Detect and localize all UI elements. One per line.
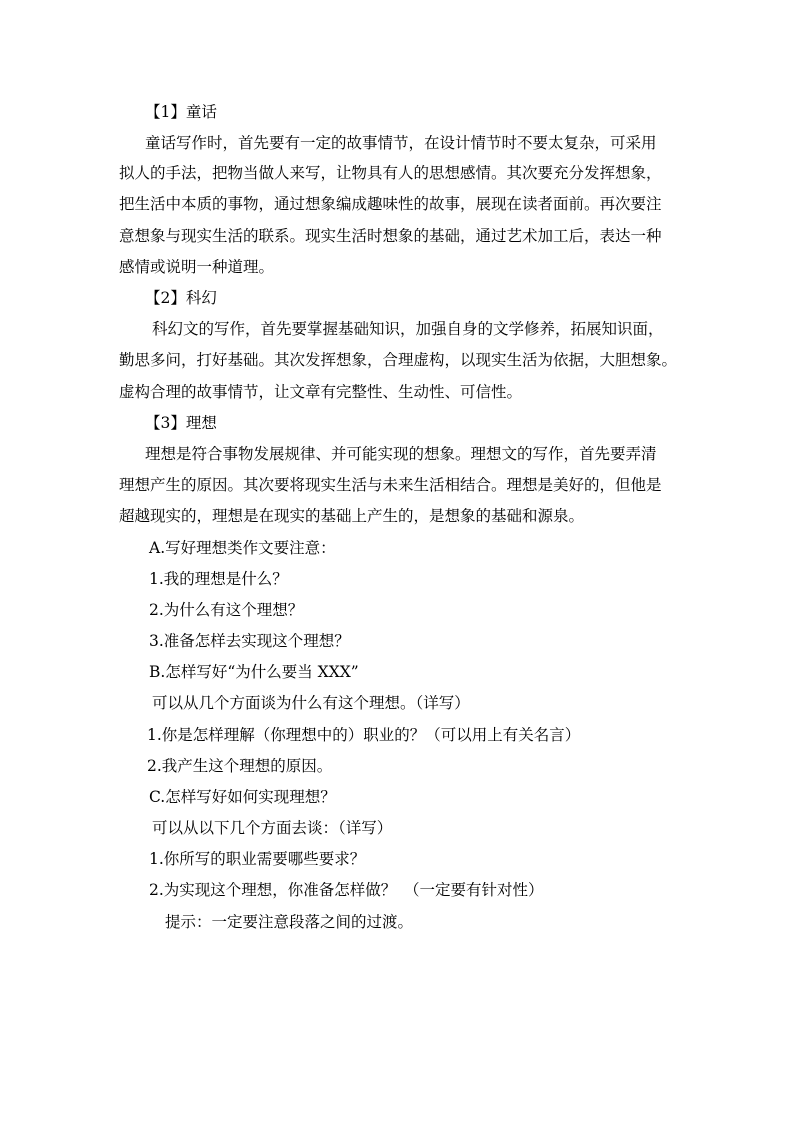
list-item: 2.为什么有这个理想？ bbox=[149, 601, 304, 619]
section-heading-ideal: 【3】理想 bbox=[145, 414, 217, 432]
tip-text: 提示：一定要注意段落之间的过渡。 bbox=[165, 913, 414, 931]
list-item: 1.我的理想是什么？ bbox=[149, 570, 288, 588]
paragraph-line: 把生活中本质的事物，通过想象编成趣味性的故事，展现在读者面前。再次要注 bbox=[119, 195, 662, 213]
list-item: 1.你是怎样理解（你理想中的）职业的？（可以用上有关名言） bbox=[147, 726, 581, 744]
section-heading-fairy-tale: 【1】童话 bbox=[145, 103, 217, 121]
section-heading-sci-fi: 【2】科幻 bbox=[145, 289, 217, 307]
paragraph-line: 勤思多问，打好基础。其次发挥想象，合理虚构，以现实生活为依据，大胆想象。 bbox=[119, 351, 678, 369]
part-b-title: B.怎样写好“为什么要当 XXX” bbox=[149, 663, 359, 681]
paragraph-line: 理想是符合事物发展规律、并可能实现的想象。理想文的写作，首先要弄清 bbox=[145, 445, 657, 463]
paragraph-line: 科幻文的写作，首先要掌握基础知识，加强自身的文学修养，拓展知识面， bbox=[152, 320, 664, 338]
part-c-title: C.怎样写好如何实现理想？ bbox=[149, 788, 336, 806]
paragraph-line: 童话写作时，首先要有一定的故事情节，在设计情节时不要太复杂，可采用 bbox=[145, 134, 657, 152]
paragraph-line: 感情或说明一种道理。 bbox=[119, 258, 275, 276]
part-b-intro: 可以从几个方面谈为什么有这个理想。（详写） bbox=[152, 694, 470, 712]
part-a-title: A.写好理想类作文要注意： bbox=[149, 539, 336, 557]
paragraph-line: 超越现实的，理想是在现实的基础上产生的，是想象的基础和源泉。 bbox=[119, 507, 585, 525]
paragraph-line: 意想象与现实生活的联系。现实生活时想象的基础，通过艺术加工后，表达一种 bbox=[119, 227, 662, 245]
part-c-intro: 可以从以下几个方面去谈：（详写） bbox=[152, 819, 393, 837]
list-item: 1.你所写的职业需要哪些要求？ bbox=[149, 850, 366, 868]
list-item: 3.准备怎样去实现这个理想？ bbox=[149, 632, 350, 650]
list-item: 2.为实现这个理想，你准备怎样做？ （一定要有针对性） bbox=[149, 881, 544, 899]
paragraph-line: 拟人的手法，把物当做人来写，让物具有人的思想感情。其次要充分发挥想象， bbox=[119, 164, 662, 182]
paragraph-line: 虚构合理的故事情节，让文章有完整性、生动性、可信性。 bbox=[119, 383, 523, 401]
paragraph-line: 理想产生的原因。其次要将现实生活与未来生活相结合。理想是美好的，但他是 bbox=[119, 476, 662, 494]
list-item: 2.我产生这个理想的原因。 bbox=[147, 757, 333, 775]
